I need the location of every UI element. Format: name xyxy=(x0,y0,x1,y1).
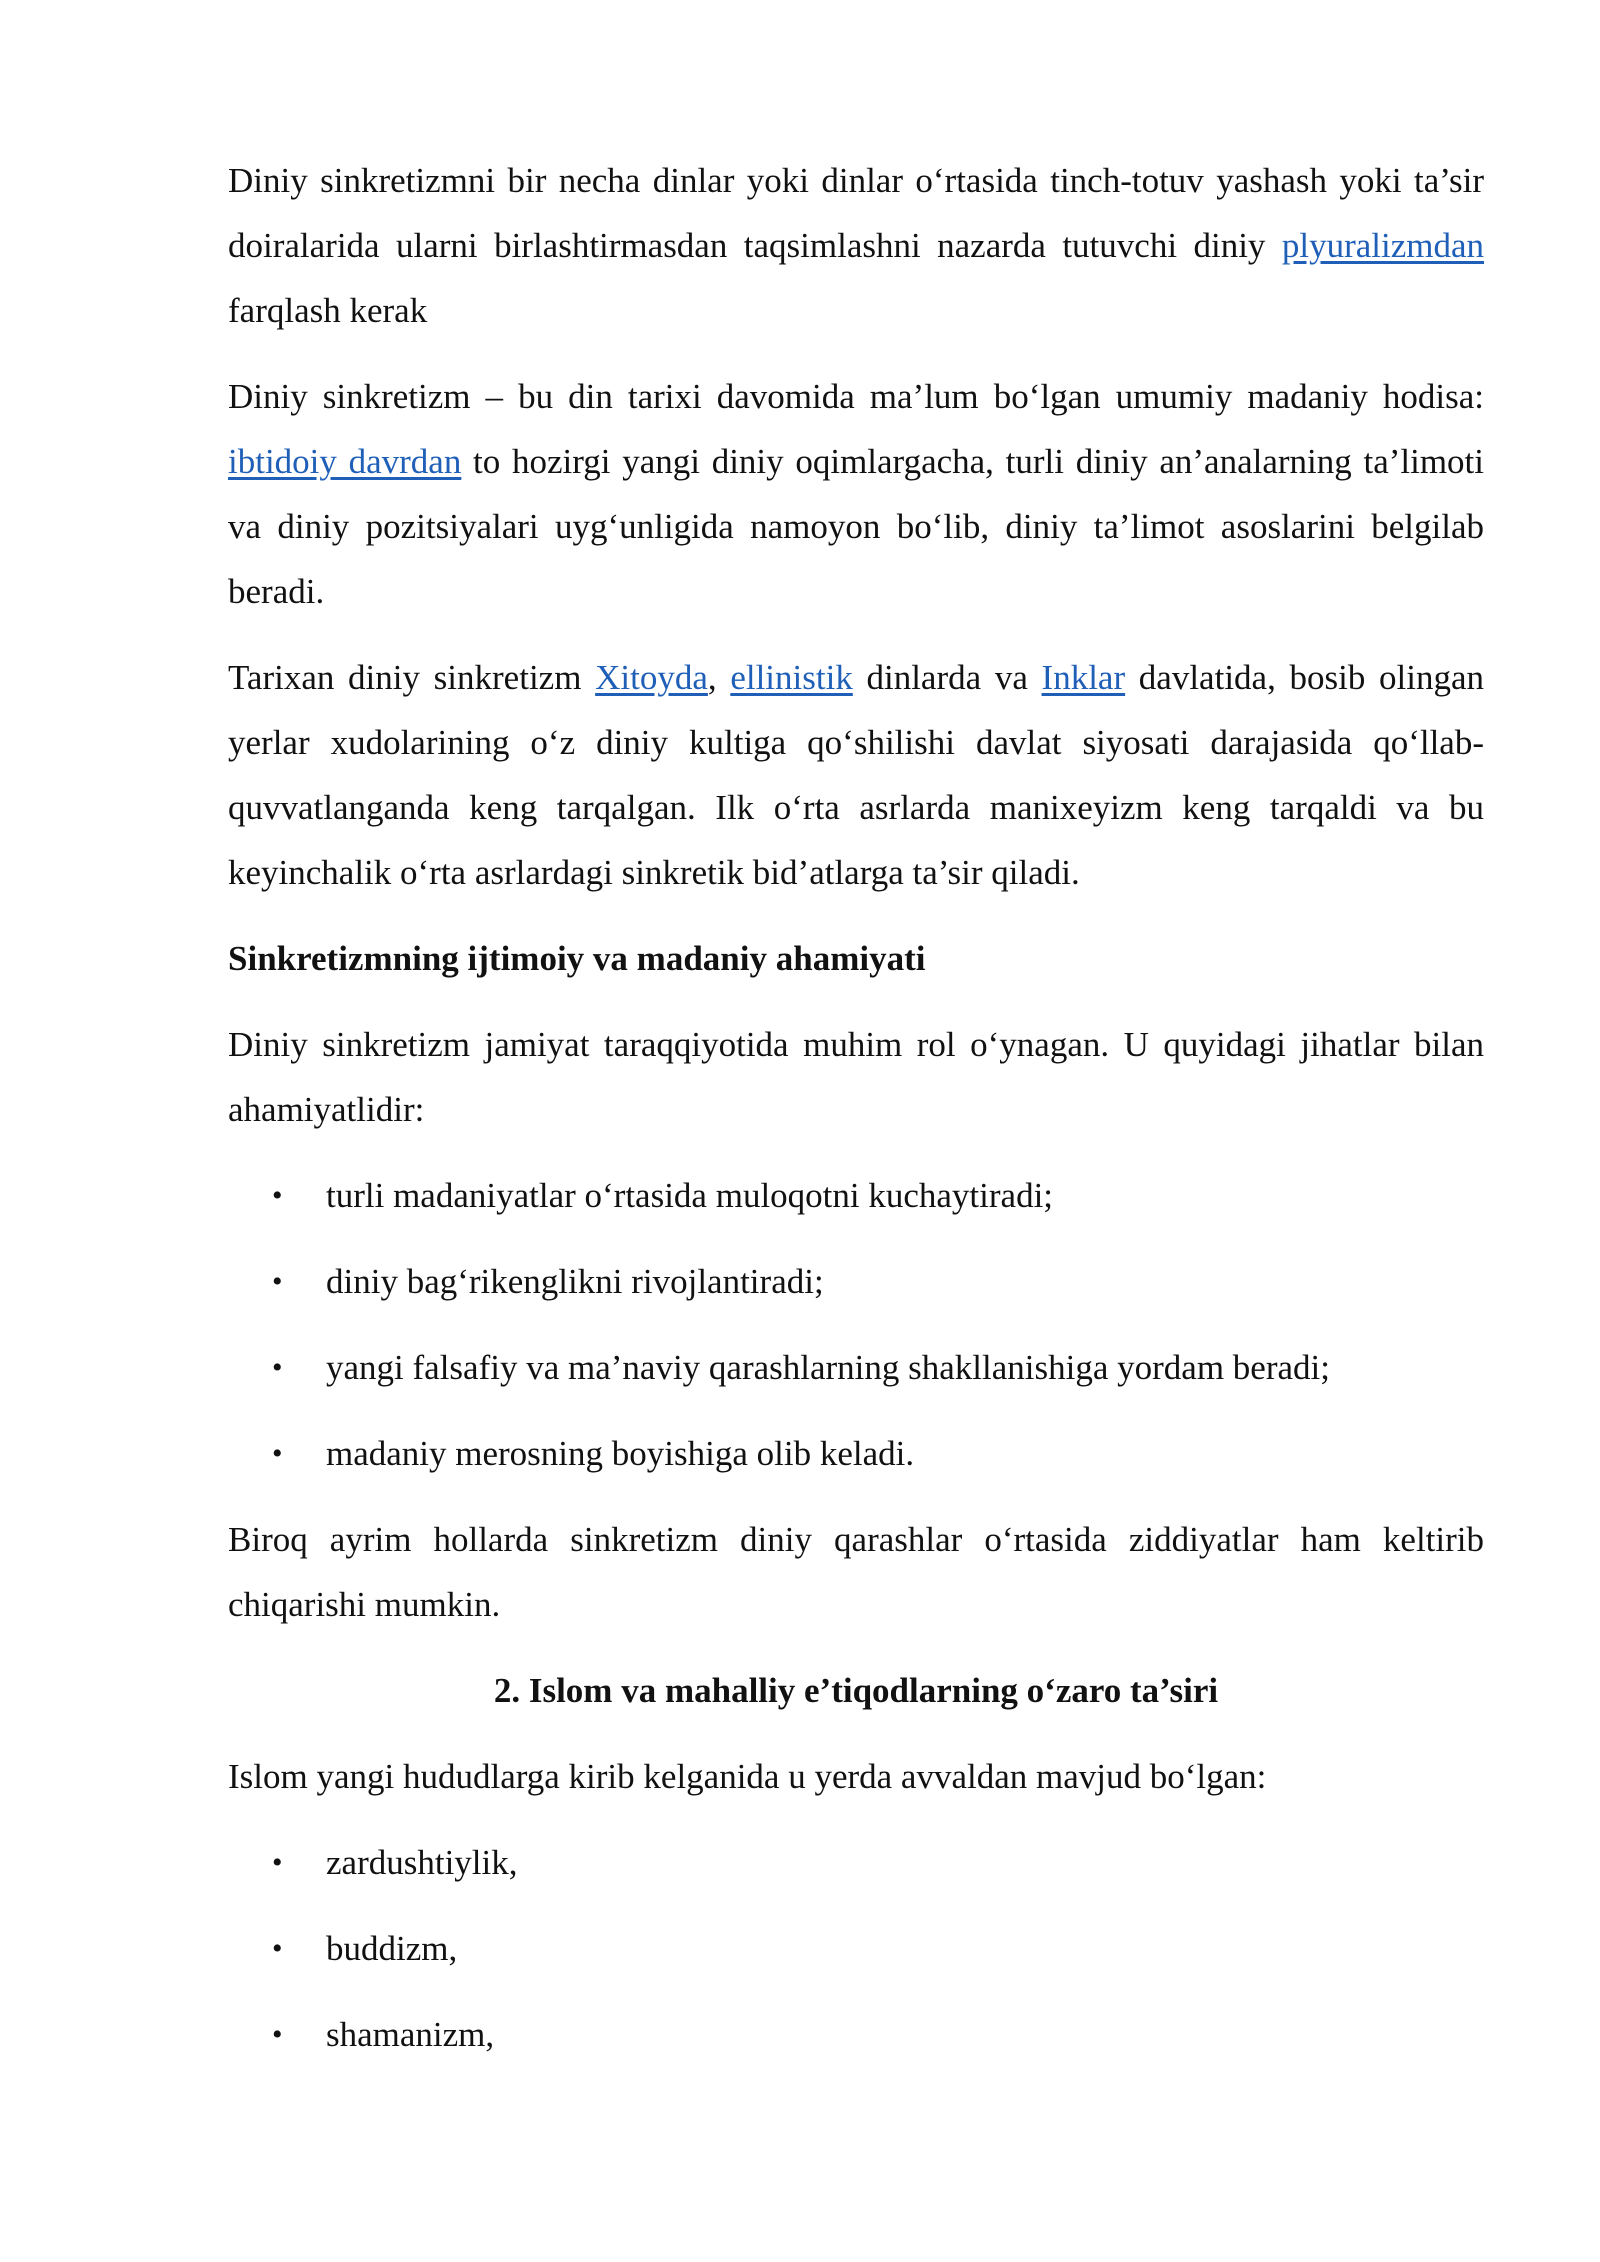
list-item xyxy=(228,2002,1484,2067)
section-heading-significance: Sinkretizmning ijtimoiy va madaniy ahamiyati xyxy=(228,939,926,978)
beliefs-list xyxy=(228,1830,1484,2067)
paragraph-definition xyxy=(228,364,1484,624)
paragraph-text: , xyxy=(707,658,731,697)
link-inklar[interactable]: Inklar xyxy=(1041,658,1126,697)
list-item-text: shamanizm, xyxy=(326,2015,495,2054)
list-item xyxy=(228,1249,1484,1314)
bullet-icon: • xyxy=(272,1437,283,1470)
bullet-icon: • xyxy=(272,1265,283,1298)
paragraph-text: dinlarda va xyxy=(852,658,1042,697)
paragraph-text: Diniy sinkretizmni bir necha dinlar yoki dinlar o‘rtasida tinch-totuv yashash yoki ta’sir doiralarida ularni birlashtirmasdan taqsimlashni nazarda tutuvchi diniy xyxy=(228,161,1484,265)
bullet-icon: • xyxy=(272,1351,283,1384)
list-item-text: yangi falsafiy va ma’naviy qarashlarning shakllanishiga yordam beradi; xyxy=(326,1348,1330,1387)
list-item xyxy=(228,1163,1484,1228)
paragraph-role: Diniy sinkretizm jamiyat taraqqiyotida muhim rol o‘ynagan. U quyidagi jihatlar bilan ahamiyatlidir: xyxy=(228,1025,1484,1129)
bullet-icon: • xyxy=(272,2018,283,2051)
bullet-icon: • xyxy=(272,1932,283,1965)
list-item-text: madaniy merosning boyishiga olib keladi. xyxy=(326,1434,915,1473)
list-item xyxy=(228,1421,1484,1486)
list-item-text: diniy bag‘rikenglikni rivojlantiradi; xyxy=(326,1262,824,1301)
paragraph-pluralism xyxy=(228,148,1484,343)
paragraph-conflicts: Biroq ayrim hollarda sinkretizm diniy qarashlar o‘rtasida ziddiyatlar ham keltirib chiqarishi mumkin. xyxy=(228,1520,1484,1624)
significance-list xyxy=(228,1163,1484,1486)
paragraph-text: davlatida, bosib olingan yerlar xudolarining o‘z diniy kultiga qo‘shilishi davlat siyosati darajasida qo‘llab-quvvatlanganda keng tarqalgan. Ilk o‘rta asrlarda manixeyizm keng tarqaldi va bu keyinchalik o‘rta asrlardagi sinkretik bid’atlarga ta’sir qiladi. xyxy=(228,658,1485,892)
paragraph-text: to hozirgi yangi diniy oqimlargacha, turli diniy an’analarning ta’limoti va diniy pozitsiyalari uyg‘unligida namoyon bo‘lib, diniy ta’limot asoslarini belgilab beradi. xyxy=(228,442,1484,611)
list-item xyxy=(228,1830,1484,1895)
link-ellinistik[interactable]: ellinistik xyxy=(730,658,853,697)
paragraph-islam-intro: Islom yangi hududlarga kirib kelganida u yerda avvaldan mavjud bo‘lgan: xyxy=(228,1757,1267,1796)
paragraph-history xyxy=(228,645,1484,905)
link-ibtidoiy-davrdan[interactable]: ibtidoiy davrdan xyxy=(228,442,462,481)
list-item-text: turli madaniyatlar o‘rtasida muloqotni kuchaytiradi; xyxy=(326,1176,1054,1215)
list-item xyxy=(228,1916,1484,1981)
list-item xyxy=(228,1335,1484,1400)
link-xitoyda[interactable]: Xitoyda xyxy=(595,658,708,697)
link-plyuralizmdan[interactable]: plyuralizmdan xyxy=(1281,226,1484,265)
paragraph-text: Tarixan diniy sinkretizm xyxy=(228,658,596,697)
list-item-text: zardushtiylik, xyxy=(326,1843,518,1882)
bullet-icon: • xyxy=(272,1179,283,1212)
paragraph-text: farqlash kerak xyxy=(228,291,428,330)
bullet-icon: • xyxy=(272,1846,283,1879)
section-heading-islam: 2. Islom va mahalliy e’tiqodlarning o‘zaro ta’siri xyxy=(493,1671,1219,1710)
document-page xyxy=(228,148,1484,2067)
paragraph-text: Diniy sinkretizm – bu din tarixi davomida ma’lum bo‘lgan umumiy madaniy hodisa: xyxy=(228,377,1484,416)
list-item-text: buddizm, xyxy=(326,1929,458,1968)
